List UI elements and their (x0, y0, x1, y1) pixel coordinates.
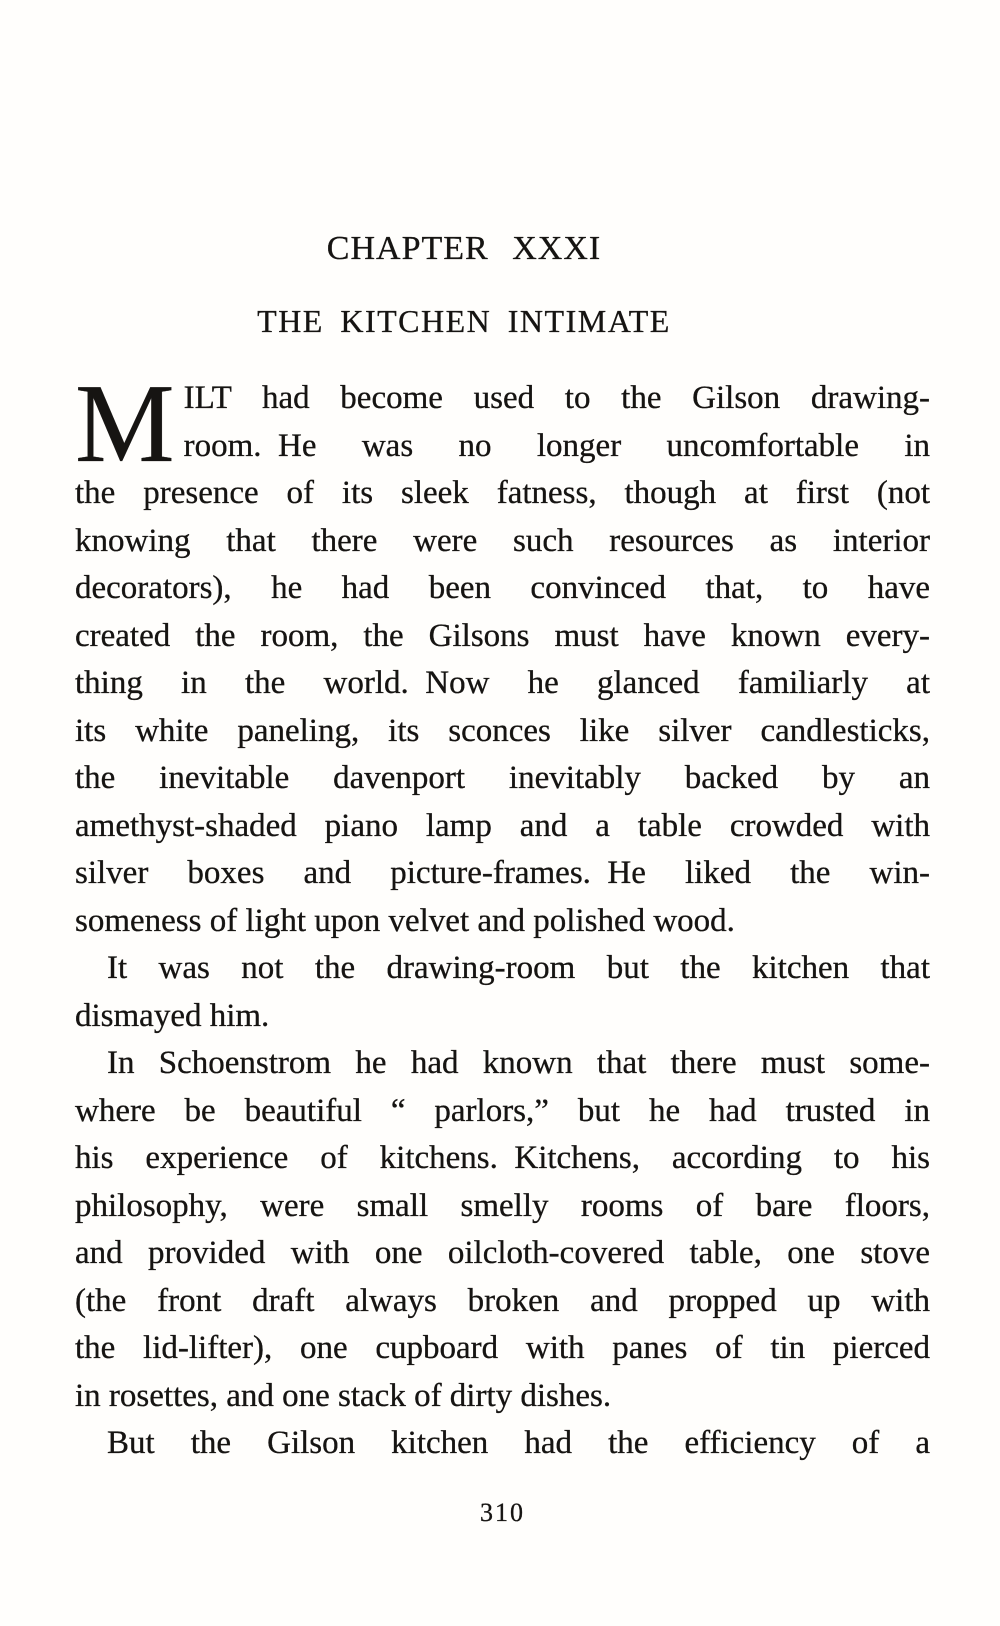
drop-cap: M (75, 362, 175, 486)
text-line: in rosettes, and one stack of dirty dishes. (75, 1377, 612, 1414)
text-line: In Schoenstrom he had known that there must some- (107, 1045, 930, 1081)
page-headings (0, 0, 964, 337)
text-line: his experience of kitchens. Kitchens, according to his (75, 1140, 930, 1176)
page-number: 310 (480, 1497, 525, 1527)
body-text (75, 362, 930, 1468)
text-line: philosophy, were small smelly rooms of bare floors, (75, 1187, 930, 1224)
text-line: ILT had become used to the Gilson drawing- (183, 380, 930, 416)
chapter-heading: CHAPTER XXXI (326, 230, 602, 267)
chapter-title: THE KITCHEN INTIMATE (257, 303, 671, 339)
text-line: (the front draft always broken and propped up with (75, 1282, 930, 1319)
text-line: knowing that there were such resources as interior (75, 522, 930, 559)
paragraph-4 (75, 1420, 930, 1468)
text-line: and provided with one oilcloth-covered table, one stove (75, 1235, 930, 1271)
text-line: someness of light upon velvet and polished wood. (75, 902, 735, 939)
text-line: the inevitable davenport inevitably backed by an (75, 760, 930, 796)
text-line: where be beautiful “ parlors,” but he had trusted in (75, 1092, 930, 1129)
text-line: amethyst-shaded piano lamp and a table crowded with (75, 807, 930, 844)
paragraph-2 (75, 945, 930, 1040)
paragraph-1 (75, 362, 930, 945)
text-line: the presence of its sleek fatness, though at first (not (75, 475, 930, 511)
text-line: silver boxes and picture-frames. He liked the win- (75, 855, 930, 891)
text-line: But the Gilson kitchen had the efficiency of a (107, 1425, 930, 1461)
text-line: decorators), he had been convinced that, to have (75, 570, 930, 606)
text-line: thing in the world. Now he glanced familiarly at (75, 665, 930, 701)
text-line: created the room, the Gilsons must have known every- (75, 617, 930, 654)
text-line: room. He was no longer uncomfortable in (183, 427, 930, 464)
text-line: its white paneling, its sconces like silver candlesticks, (75, 712, 930, 749)
paragraph-3 (75, 1040, 930, 1420)
text-line: the lid-lifter), one cupboard with panes of tin pierced (75, 1330, 930, 1366)
text-line: dismayed him. (75, 997, 270, 1034)
text-line: It was not the drawing-room but the kitchen that (107, 950, 930, 986)
